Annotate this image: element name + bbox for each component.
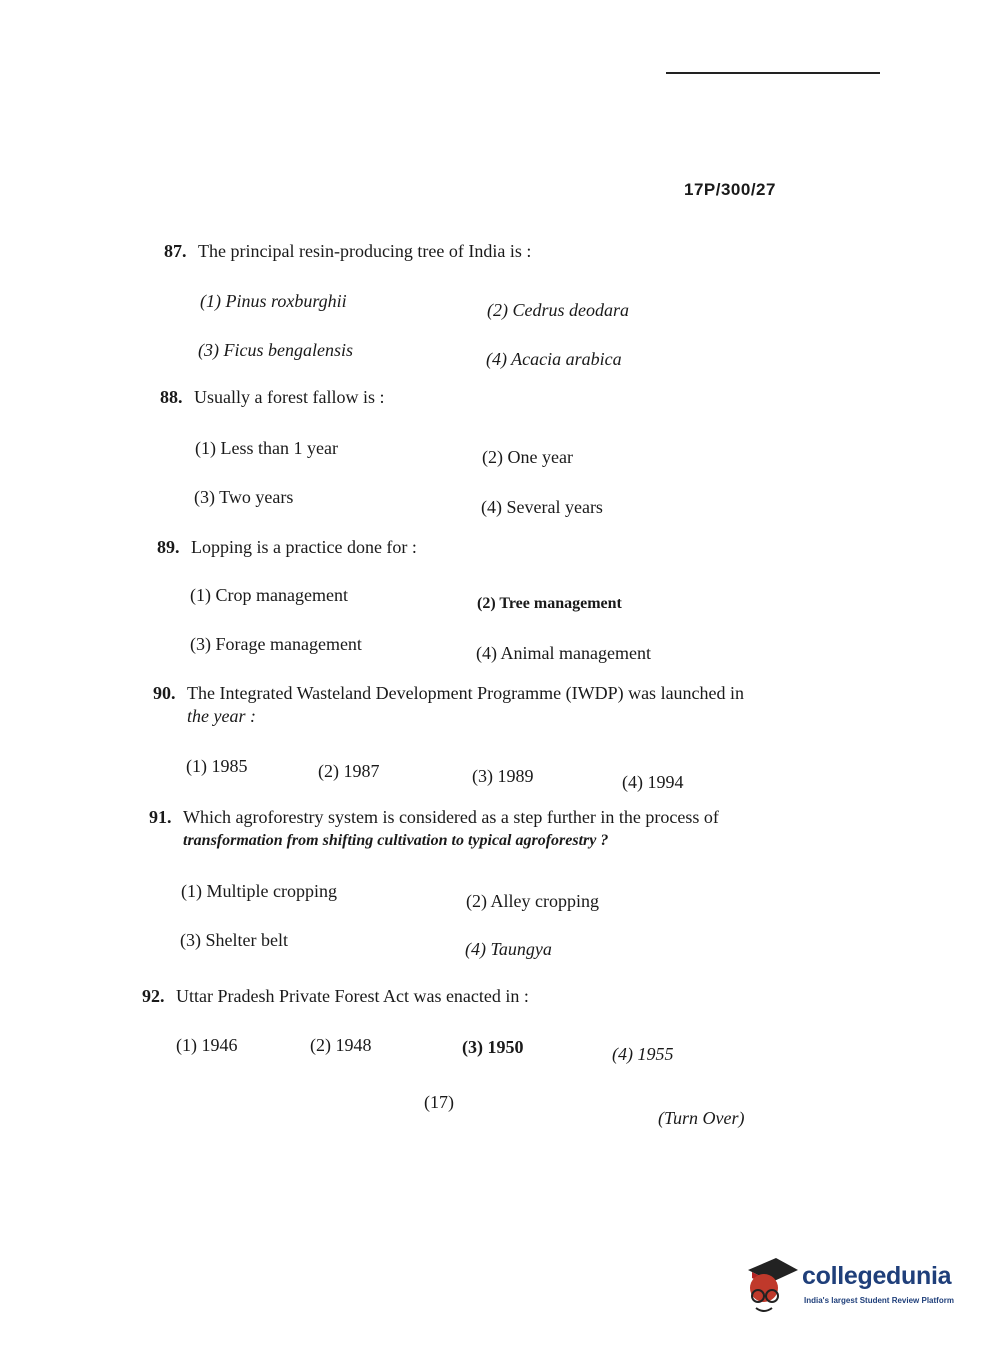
option-87-1: (1) Pinus roxburghii <box>200 291 347 311</box>
question-text: Uttar Pradesh Private Forest Act was enacted in : <box>176 986 529 1006</box>
question-text: The Integrated Wasteland Development Programme (IWDP) was launched in <box>187 683 745 703</box>
option-91-4: (4) Taungya <box>465 939 552 959</box>
collegedunia-watermark <box>742 1248 968 1328</box>
option-89-2: (2) Tree management <box>477 595 622 612</box>
question-text: Usually a forest fallow is : <box>194 387 385 407</box>
option-92-3: (3) 1950 <box>462 1037 524 1057</box>
option-90-2: (2) 1987 <box>318 761 380 781</box>
option-90-1: (1) 1985 <box>186 756 248 776</box>
option-91-2: (2) Alley cropping <box>466 891 599 911</box>
question-number: 88. <box>160 387 183 407</box>
question-text: The principal resin-producing tree of India is : <box>198 241 532 261</box>
turn-over-note: (Turn Over) <box>658 1108 745 1128</box>
option-89-1: (1) Crop management <box>190 585 348 605</box>
question-text: Which agroforestry system is considered as a step further in the process of <box>183 807 719 827</box>
option-88-3: (3) Two years <box>194 487 294 507</box>
question-90-continuation: the year : <box>187 706 256 726</box>
option-91-1: (1) Multiple cropping <box>181 881 337 901</box>
brand-name: collegedunia <box>802 1262 952 1290</box>
option-90-3: (3) 1989 <box>472 766 534 786</box>
question-number: 89. <box>157 537 180 557</box>
option-92-2: (2) 1948 <box>310 1035 372 1055</box>
question-92 <box>142 985 529 1008</box>
option-88-2: (2) One year <box>482 447 573 467</box>
brand-tagline: India's largest Student Review Platform <box>804 1296 954 1305</box>
student-mascot-icon <box>742 1252 800 1318</box>
page-number: (17) <box>424 1092 454 1112</box>
option-92-4: (4) 1955 <box>612 1044 674 1064</box>
question-text: Lopping is a practice done for : <box>191 537 417 557</box>
option-87-2: (2) Cedrus deodara <box>487 300 629 320</box>
option-89-3: (3) Forage management <box>190 634 362 654</box>
option-92-1: (1) 1946 <box>176 1035 238 1055</box>
question-87 <box>164 240 531 263</box>
question-number: 92. <box>142 986 165 1006</box>
option-89-4: (4) Animal management <box>476 643 651 663</box>
option-90-4: (4) 1994 <box>622 772 684 792</box>
question-91 <box>149 806 719 829</box>
option-88-1: (1) Less than 1 year <box>195 438 338 458</box>
header-rule <box>666 72 880 74</box>
question-number: 91. <box>149 807 172 827</box>
paper-code: 17P/300/27 <box>684 180 776 199</box>
option-87-3: (3) Ficus bengalensis <box>198 340 353 360</box>
option-88-4: (4) Several years <box>481 497 603 517</box>
question-89 <box>157 536 417 559</box>
question-91-continuation: transformation from shifting cultivation to typical agroforestry ? <box>183 832 609 849</box>
question-88 <box>160 386 384 409</box>
option-91-3: (3) Shelter belt <box>180 930 288 950</box>
option-87-4: (4) Acacia arabica <box>486 349 622 369</box>
question-number: 90. <box>153 683 176 703</box>
question-90 <box>153 682 744 705</box>
question-number: 87. <box>164 241 187 261</box>
